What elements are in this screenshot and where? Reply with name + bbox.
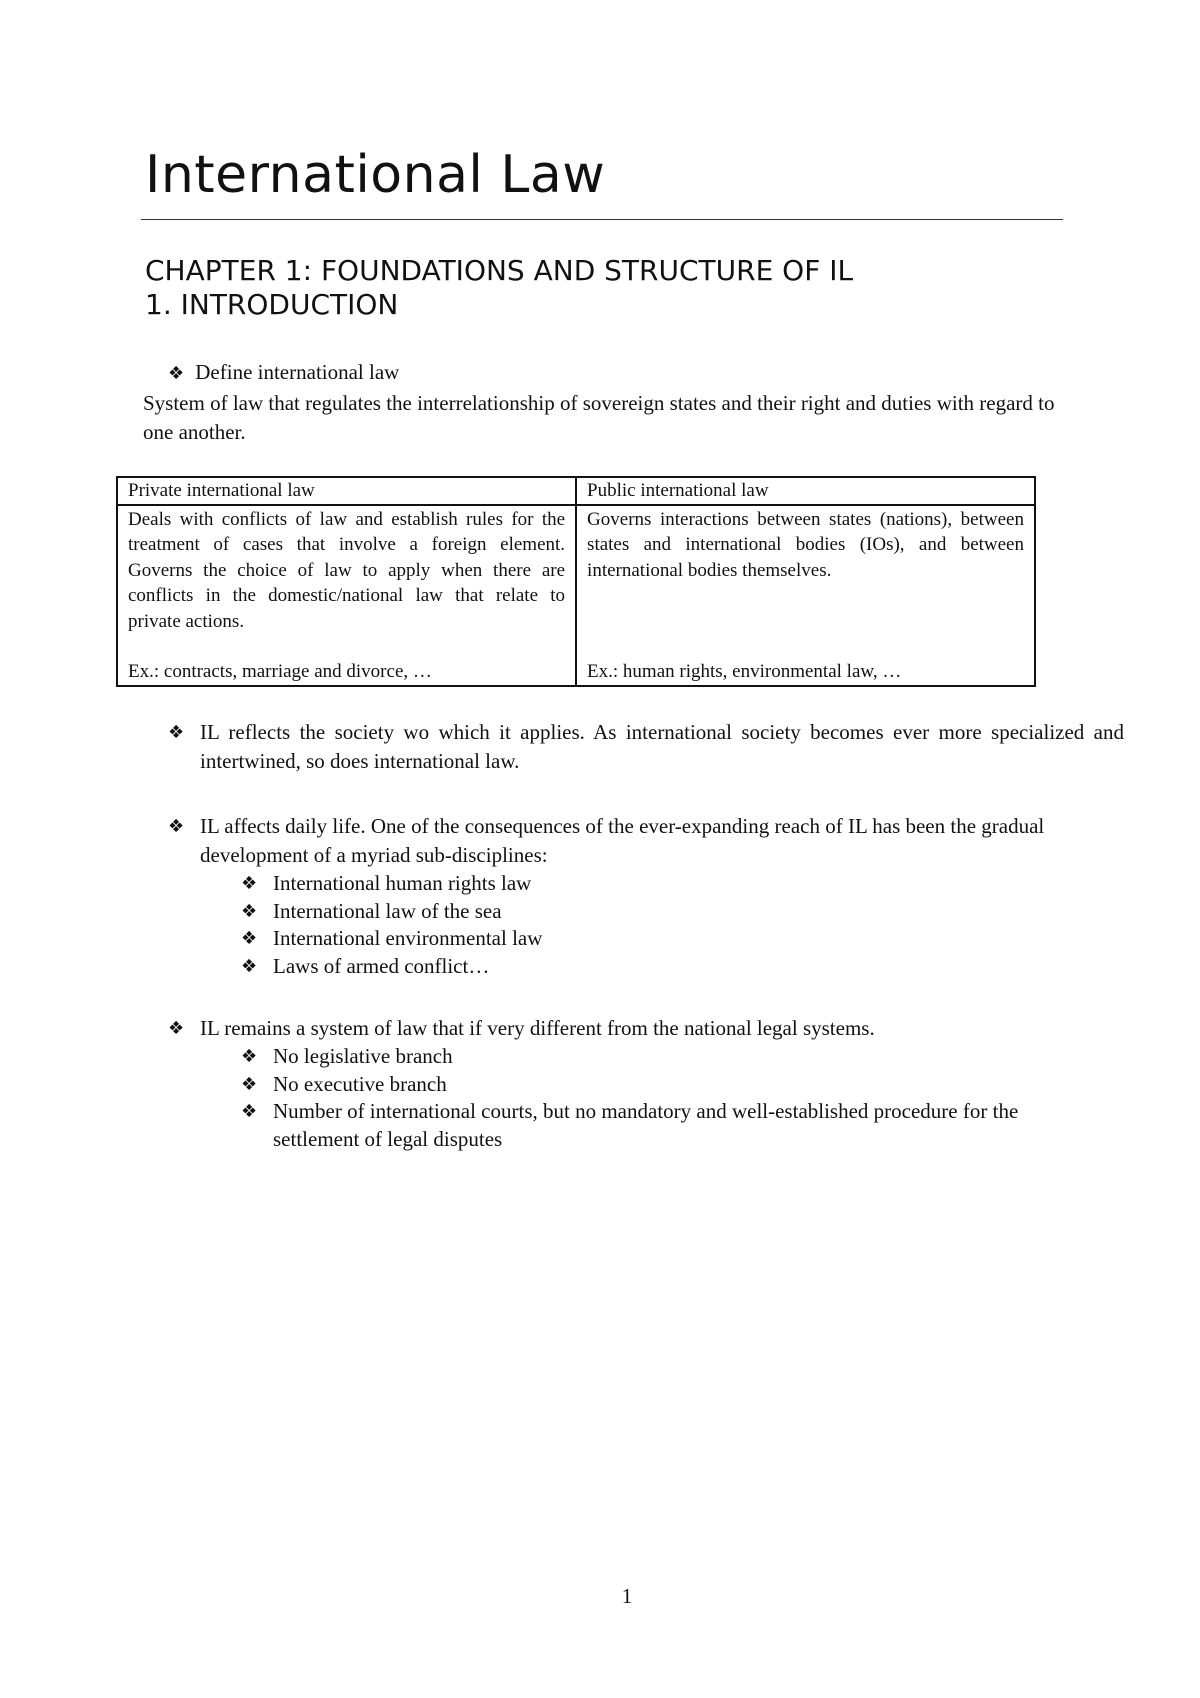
chapter-heading: CHAPTER 1: FOUNDATIONS AND STRUCTURE OF IL — [145, 254, 854, 287]
bullet-text: IL reflects the society wo which it applies. As international society becomes ever more specialized and intertwined, so does international law. — [200, 720, 1124, 773]
define-item — [168, 358, 399, 388]
list-item — [241, 1043, 1048, 1071]
define-item-text: Define international law — [195, 360, 400, 384]
header-public-law: Public international law — [576, 477, 1035, 505]
sub-disciplines-list — [168, 870, 1048, 980]
document-title: International Law — [145, 145, 606, 205]
comparison-table — [116, 476, 1036, 687]
bullet-society — [168, 718, 1124, 776]
public-law-example: Ex.: human rights, environmental law, … — [587, 661, 902, 682]
title-underline — [141, 219, 1063, 220]
diamond-bullet-icon: ❖ — [241, 955, 258, 977]
diamond-bullet-icon: ❖ — [241, 873, 258, 894]
table-row — [117, 505, 1035, 686]
sub-item-text: International environmental law — [273, 926, 543, 950]
diamond-bullet-icon: ❖ — [241, 900, 258, 922]
diamond-bullet-icon: ❖ — [168, 1018, 185, 1039]
public-law-description: Governs interactions between states (nations), between states and international bodies (IOs), and between international bodies themselves. — [587, 508, 1024, 581]
cell-public-law — [576, 505, 1035, 686]
diamond-bullet-icon: ❖ — [241, 928, 258, 949]
diamond-bullet-icon: ❖ — [168, 816, 185, 837]
private-law-example: Ex.: contracts, marriage and divorce, … — [128, 661, 432, 682]
private-law-description: Deals with conflicts of law and establish rules for the treatment of cases that involve a foreign element. Governs the choice of law to apply when there are conflicts in the domestic/national law that relate to private actions. — [128, 508, 566, 632]
list-item — [241, 925, 1048, 953]
sub-item-text: No legislative branch — [273, 1044, 453, 1068]
sub-item-text: International law of the sea — [273, 898, 502, 923]
page-number: 1 — [621, 1584, 633, 1608]
bullet-daily-life — [168, 812, 1048, 980]
list-item — [168, 1014, 1048, 1043]
diamond-bullet-icon: ❖ — [241, 1101, 258, 1122]
differences-list — [168, 1043, 1048, 1153]
header-private-law: Private international law — [117, 477, 576, 505]
cell-private-law — [117, 505, 576, 686]
bullet-system-differences — [168, 1014, 1048, 1153]
list-item — [168, 718, 1124, 776]
sub-item-text: Laws of armed conflict… — [273, 953, 490, 978]
sub-item-text: International human rights law — [273, 871, 532, 895]
list-item — [241, 953, 1048, 981]
definition-paragraph: System of law that regulates the interrelationship of sovereign states and their right and duties with regard to one another. — [143, 391, 1055, 444]
bullet-text: IL remains a system of law that if very different from the national legal systems. — [200, 1016, 875, 1040]
list-item — [241, 898, 1048, 926]
diamond-bullet-icon: ❖ — [241, 1046, 258, 1067]
bullet-text: IL affects daily life. One of the consequences of the ever-expanding reach of IL has been the gradual development of a myriad sub-disciplines: — [200, 814, 1045, 867]
diamond-bullet-icon: ❖ — [168, 363, 185, 384]
list-item — [168, 812, 1048, 870]
sub-item-text: Number of international courts, but no mandatory and well-established procedure for the settlement of legal disputes — [273, 1099, 1019, 1151]
list-item — [241, 870, 1048, 898]
table-header-row — [117, 477, 1035, 505]
list-item — [241, 1098, 1048, 1153]
diamond-bullet-icon: ❖ — [241, 1073, 258, 1095]
diamond-bullet-icon: ❖ — [168, 722, 185, 743]
sub-item-text: No executive branch — [273, 1071, 447, 1096]
section-heading: 1. INTRODUCTION — [145, 288, 399, 321]
list-item — [241, 1071, 1048, 1099]
